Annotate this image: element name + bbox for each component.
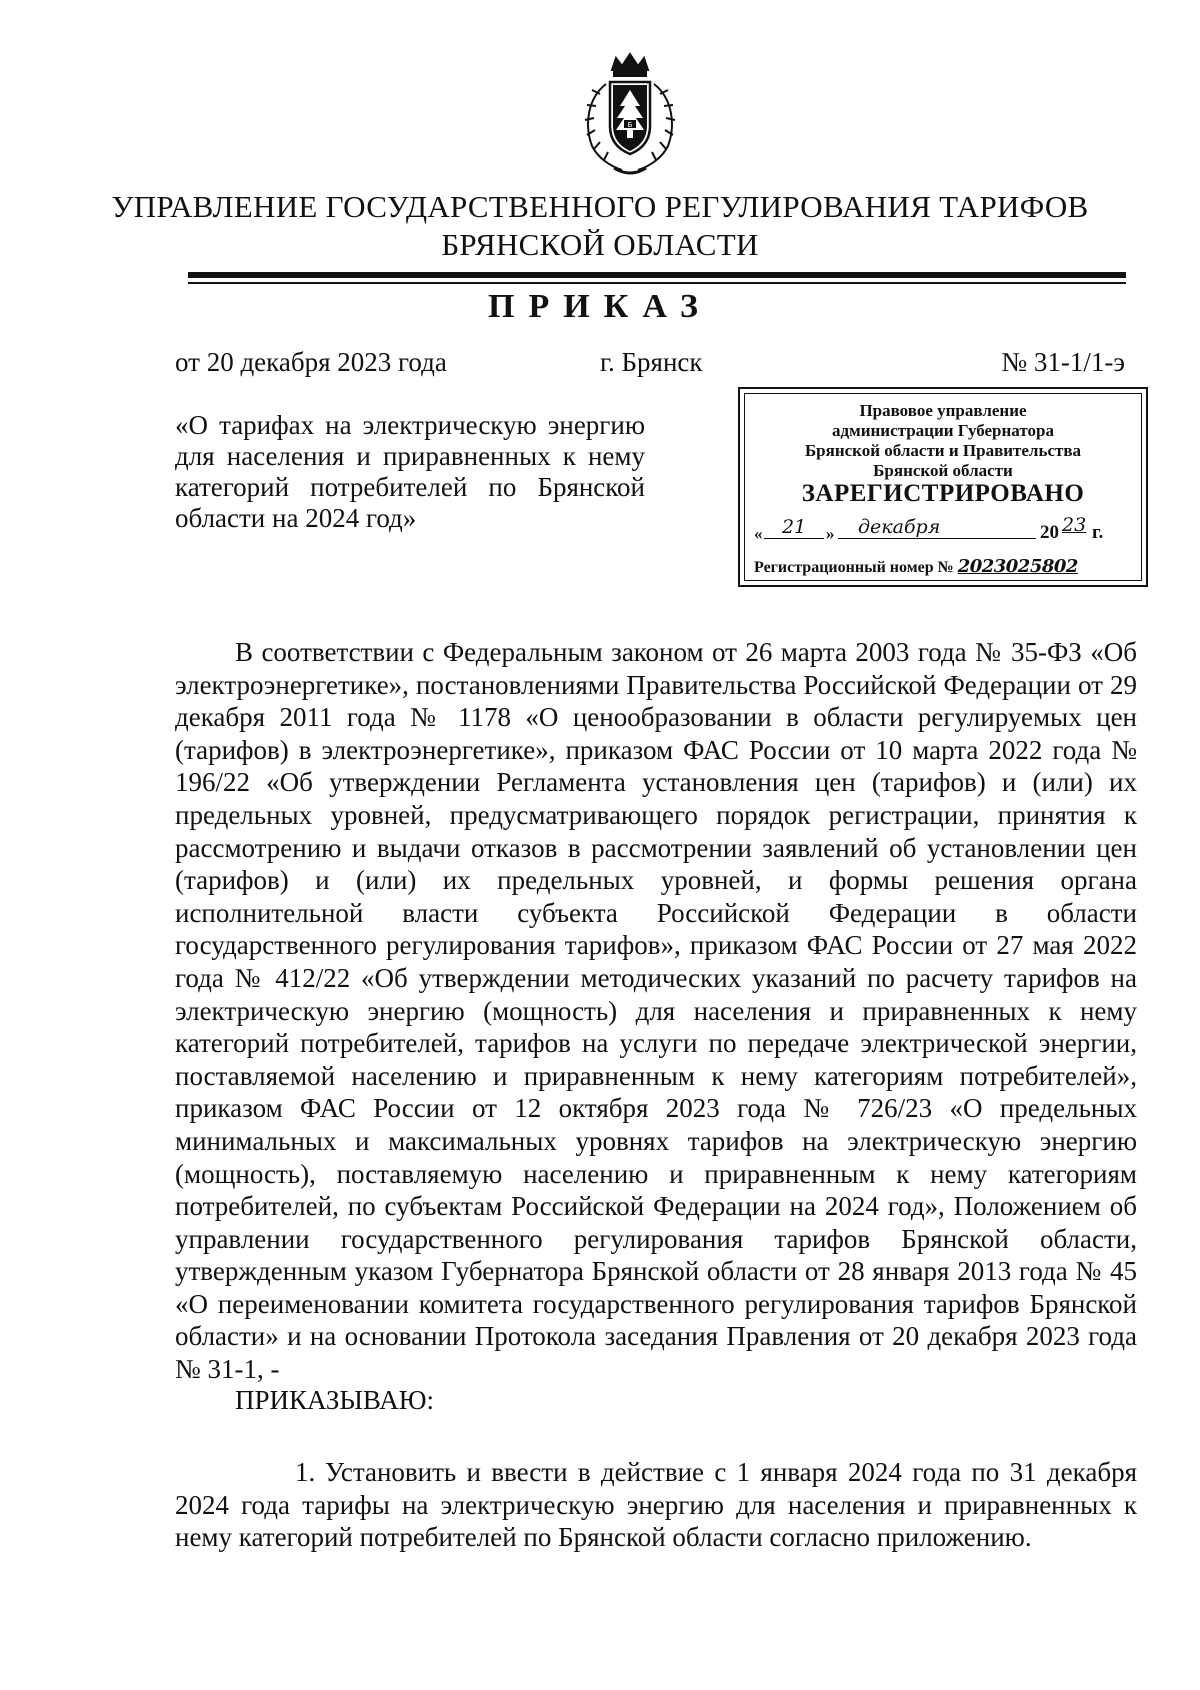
document-date: от 20 декабря 2023 года (175, 347, 447, 377)
svg-text:Б: Б (627, 121, 633, 129)
document-title: ПРИКАЗ (488, 288, 712, 325)
stamp-line-4: Брянской области (873, 461, 1013, 480)
org-line-2: БРЯНСКОЙ ОБЛАСТИ (441, 227, 759, 262)
stamp-date-row: « 21 » декабря 20 23 г. (754, 514, 1104, 543)
stamp-registration-row (754, 556, 1140, 577)
stamp-line-1: Правовое управление (859, 401, 1027, 420)
header-divider (188, 272, 1126, 278)
stamp-year-prefix: 20 (1040, 522, 1059, 543)
order-item-number: 1. (295, 1457, 316, 1487)
order-item-1 (175, 1456, 1137, 1554)
order-word: ПРИКАЗЫВАЮ: (235, 1385, 434, 1415)
order-item-text: Установить и ввести в действие с 1 января 2024 года по 31 декабря 2024 года тарифы на электрическую энергию для населения и приравненных к нему категорий потребителей по Брянской области согласно приложению. (175, 1457, 1137, 1553)
brynsk-coat-of-arms-icon (570, 50, 690, 180)
stamp-month: декабря (858, 516, 941, 538)
stamp-year-suffix: 23 (1062, 514, 1087, 536)
stamp-year-end: г. (1092, 522, 1104, 543)
stamp-line-2: администрации Губернатора (832, 421, 1054, 440)
registration-stamp (738, 387, 1148, 587)
stamp-day: 21 (782, 516, 807, 538)
stamp-reg-label: Регистрационный номер № (754, 559, 954, 576)
stamp-status: ЗАРЕГИСТРИРОВАНО (801, 480, 1085, 507)
stamp-reg-number: 2023025802 (957, 556, 1078, 577)
document-number: № 31-1/1-э (1001, 347, 1125, 377)
header-divider-thin (188, 282, 1126, 284)
body-paragraph: В соответствии с Федеральным законом от 26 марта 2003 года № 35-ФЗ «Об электроэнергетике», постановлениями Правительства Российской Федерации от 29 декабря 2011 года № 1178 «О ценообразовании в области регулируемых цен (тарифов) в электроэнергетике», приказом ФАС России от 10 марта 2022 года № 196/22 «Об утверждении Регламента установления цен (тарифов) и (или) их предельных уровней, предусматривающего порядок регистрации, принятия к рассмотрению и выдачи отказов в рассмотрении заявлений об установлении цен (тарифов) и (или) их предельных уровней, и формы решения органа исполнительной власти субъекта Российской Федерации в области государственного регулирования тарифов», приказом ФАС России от 27 мая 2022 года № 412/22 «Об утверждении методических указаний по расчету тарифов на электрическую энергию (мощность) для населения и приравненных к нему категорий потребителей, тарифов на услуги по передаче электрической энергии, поставляемой населению и приравненным к нему категориям потребителей», приказом ФАС России от 12 октября 2023 года № 726/23 «О предельных минимальных и максимальных уровнях тарифов на электрическую энергию (мощность), поставляемую населению и приравненным к нему категориям потребителей, по субъектам Российской Федерации на 2024 год», Положением об управлении государственного регулирования тарифов Брянской области, утвержденным указом Губернатора Брянской области от 28 января 2013 года № 45 «О переименовании комитета государственного регулирования тарифов Брянской области» и на основании Протокола заседания Правления от 20 декабря 2023 года № 31-1, - (175, 637, 1137, 1385)
organization-name (100, 188, 1100, 264)
org-line-1: УПРАВЛЕНИЕ ГОСУДАРСТВЕННОГО РЕГУЛИРОВАНИЯ ТАРИФОВ (111, 189, 1089, 224)
document-subject: «О тарифах на электрическую энергию для населения и приравненных к нему категорий потребителей по Брянской области на 2024 год» (175, 410, 645, 533)
document-city: г. Брянск (600, 347, 703, 377)
stamp-line-3: Брянской области и Правительства (804, 441, 1082, 460)
document-body (175, 636, 1137, 1386)
